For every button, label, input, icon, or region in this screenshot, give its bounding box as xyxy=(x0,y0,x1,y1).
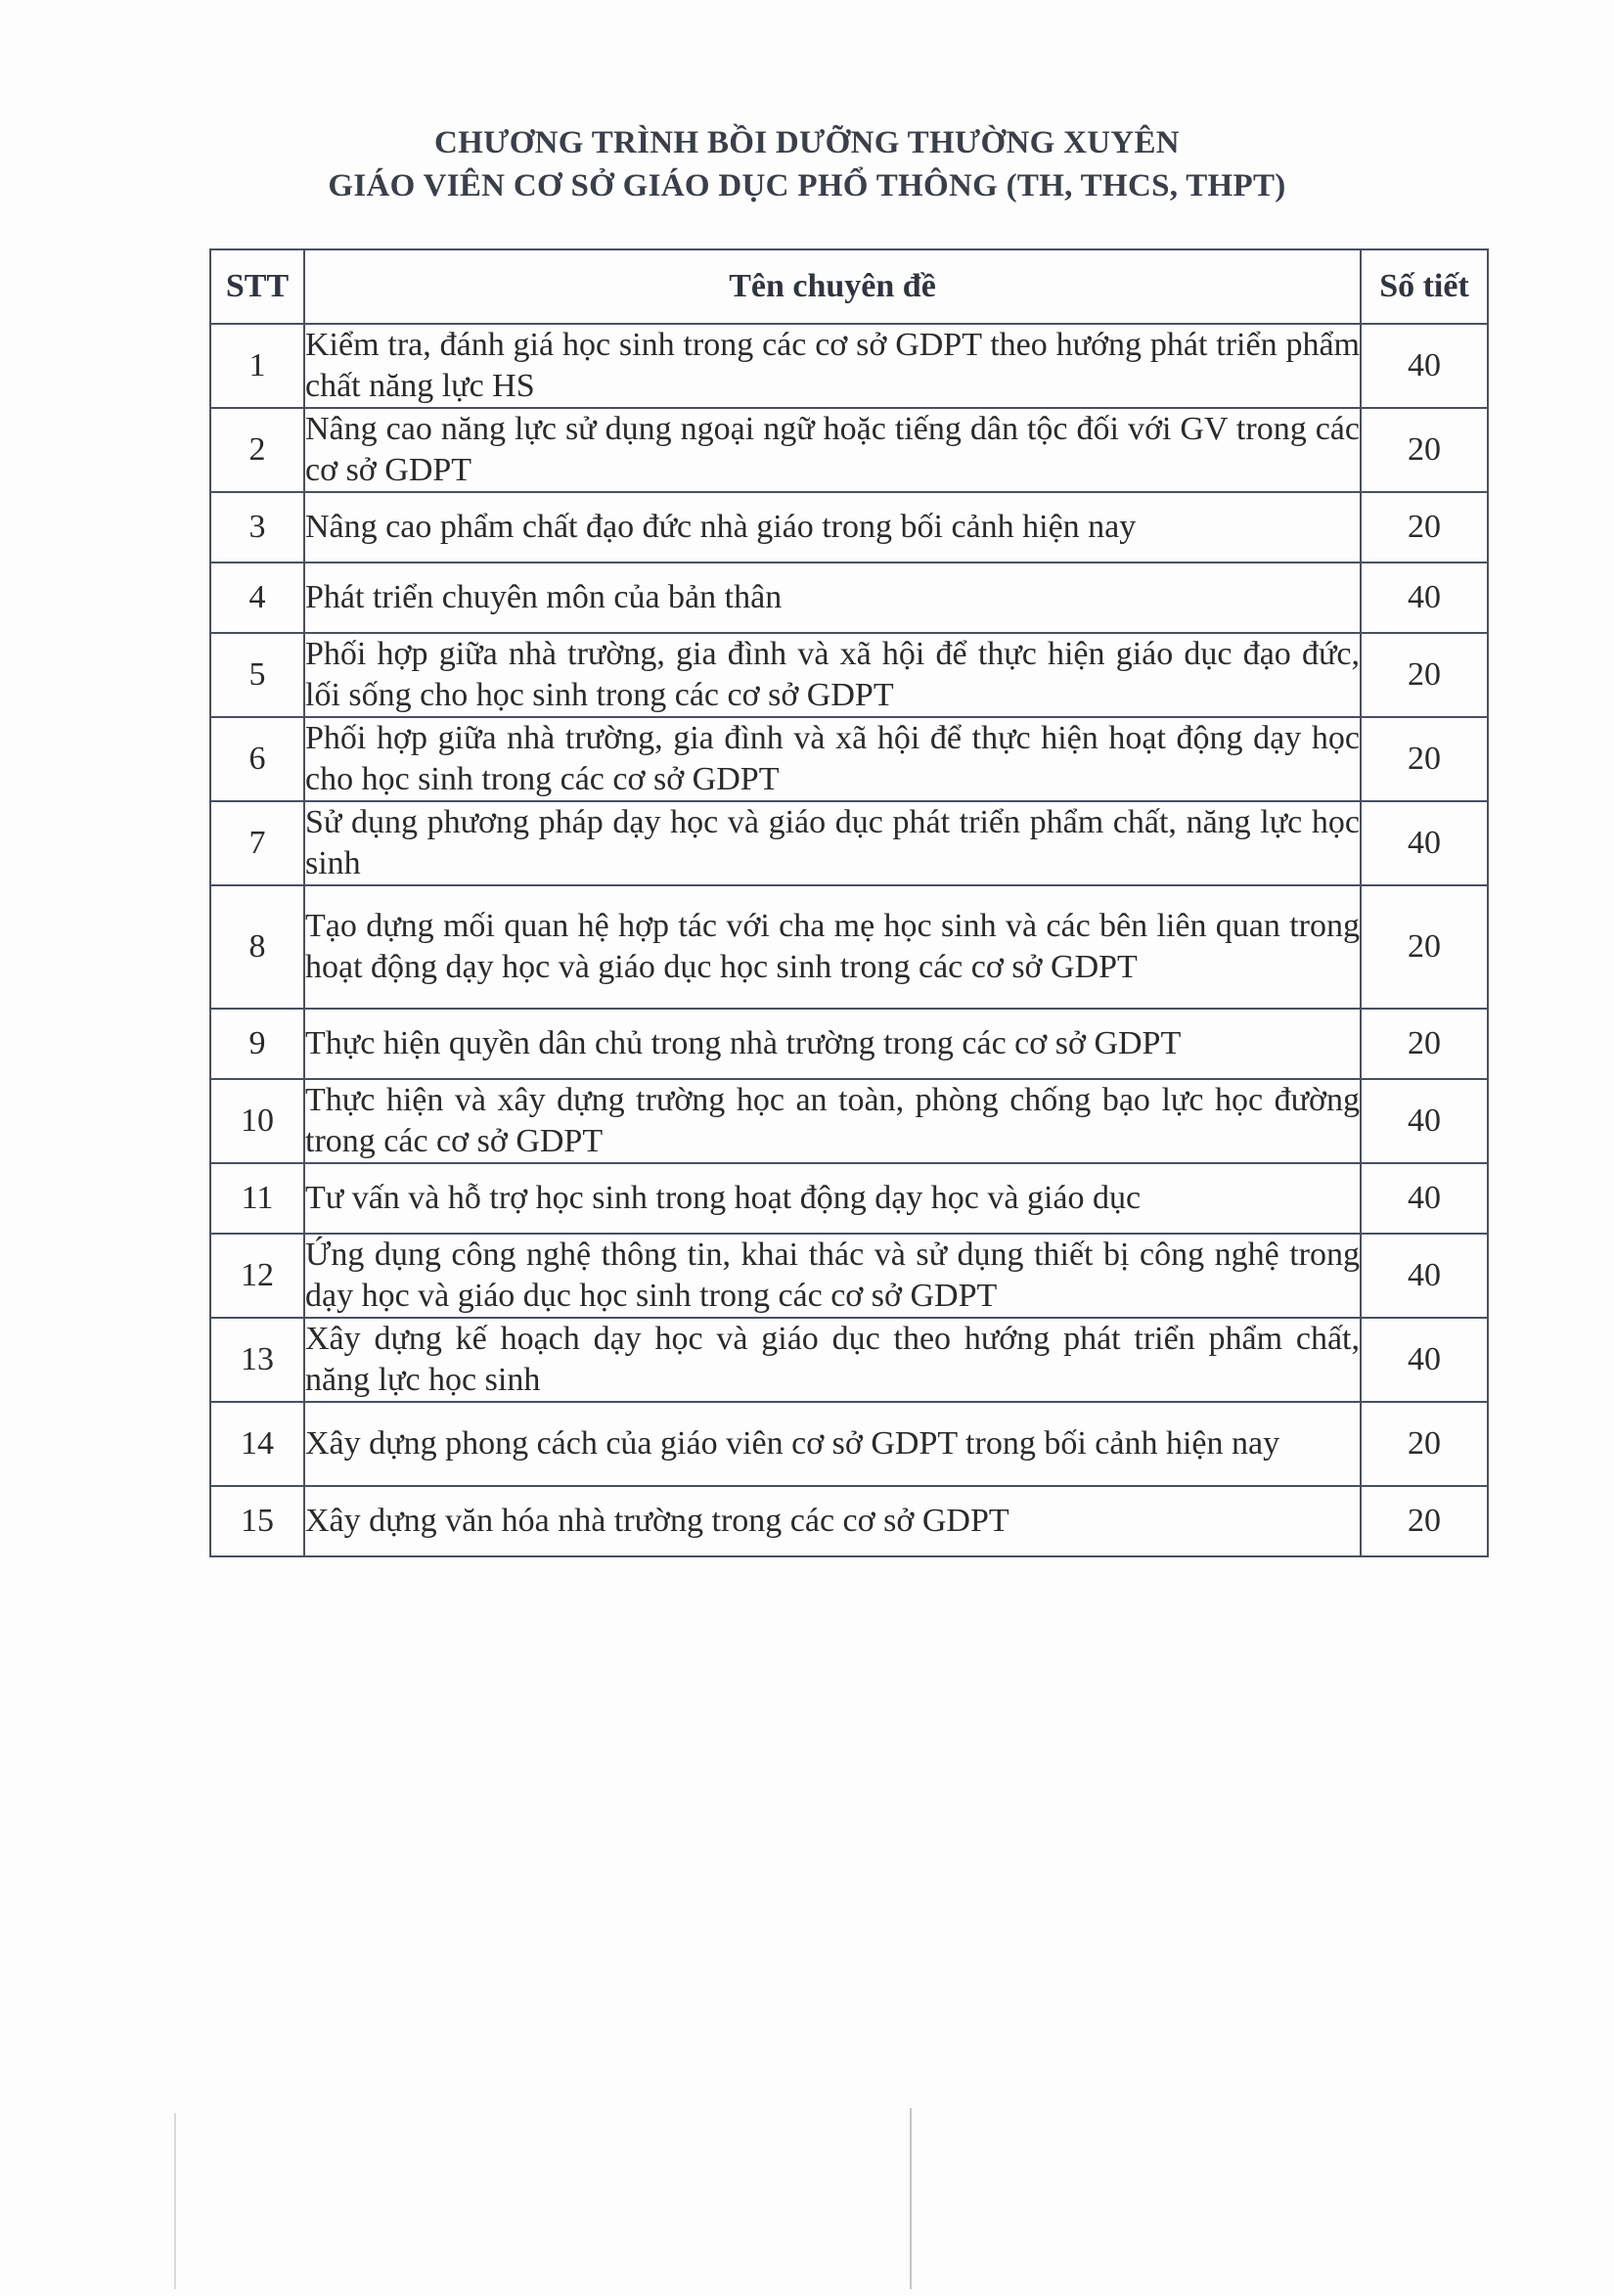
row-stt: 9 xyxy=(210,1009,304,1079)
table-header-row xyxy=(210,249,1488,324)
row-stt: 11 xyxy=(210,1163,304,1234)
table-row xyxy=(210,1402,1488,1486)
row-hours: 40 xyxy=(1361,801,1488,885)
row-hours: 40 xyxy=(1361,1318,1488,1402)
table-row xyxy=(210,633,1488,717)
row-stt: 2 xyxy=(210,408,304,492)
row-stt: 3 xyxy=(210,492,304,563)
row-topic-name: Phối hợp giữa nhà trường, gia đình và xã hội để thực hiện giáo dục đạo đức, lối sống cho học sinh trong các cơ sở GDPT xyxy=(304,633,1361,717)
row-topic-name: Tạo dựng mối quan hệ hợp tác với cha mẹ học sinh và các bên liên quan trong hoạt động dạy học và giáo dục học sinh trong các cơ sở GDPT xyxy=(304,885,1361,1009)
row-stt: 5 xyxy=(210,633,304,717)
row-topic-name: Tư vấn và hỗ trợ học sinh trong hoạt động dạy học và giáo dục xyxy=(304,1163,1361,1234)
row-hours: 40 xyxy=(1361,1079,1488,1163)
row-hours: 20 xyxy=(1361,885,1488,1009)
row-topic-name: Nâng cao năng lực sử dụng ngoại ngữ hoặc tiếng dân tộc đối với GV trong các cơ sở GDPT xyxy=(304,408,1361,492)
topics-table xyxy=(209,248,1489,1557)
row-hours: 20 xyxy=(1361,633,1488,717)
row-topic-name: Xây dựng phong cách của giáo viên cơ sở GDPT trong bối cảnh hiện nay xyxy=(304,1402,1361,1486)
row-stt: 8 xyxy=(210,885,304,1009)
table-row xyxy=(210,1486,1488,1556)
row-hours: 40 xyxy=(1361,1163,1488,1234)
row-stt: 10 xyxy=(210,1079,304,1163)
row-hours: 40 xyxy=(1361,563,1488,633)
table-row xyxy=(210,492,1488,563)
header-hours: Số tiết xyxy=(1361,249,1488,324)
row-stt: 13 xyxy=(210,1318,304,1402)
table-row xyxy=(210,408,1488,492)
table-row xyxy=(210,1079,1488,1163)
row-hours: 20 xyxy=(1361,492,1488,563)
row-topic-name: Xây dựng kế hoạch dạy học và giáo dục theo hướng phát triển phẩm chất, năng lực học sinh xyxy=(304,1318,1361,1402)
table-row xyxy=(210,801,1488,885)
table-row xyxy=(210,1234,1488,1318)
row-stt: 14 xyxy=(210,1402,304,1486)
row-hours: 20 xyxy=(1361,717,1488,801)
row-stt: 4 xyxy=(210,563,304,633)
row-stt: 12 xyxy=(210,1234,304,1318)
table-row xyxy=(210,885,1488,1009)
row-hours: 20 xyxy=(1361,408,1488,492)
table-row xyxy=(210,1009,1488,1079)
row-stt: 7 xyxy=(210,801,304,885)
row-stt: 15 xyxy=(210,1486,304,1556)
table-row xyxy=(210,1163,1488,1234)
table-row xyxy=(210,1318,1488,1402)
row-topic-name: Kiểm tra, đánh giá học sinh trong các cơ sở GDPT theo hướng phát triển phẩm chất năng lực HS xyxy=(304,324,1361,408)
row-topic-name: Thực hiện quyền dân chủ trong nhà trường trong các cơ sở GDPT xyxy=(304,1009,1361,1079)
row-hours: 20 xyxy=(1361,1402,1488,1486)
row-hours: 20 xyxy=(1361,1486,1488,1556)
row-topic-name: Thực hiện và xây dựng trường học an toàn, phòng chống bạo lực học đường trong các cơ sở GDPT xyxy=(304,1079,1361,1163)
row-hours: 40 xyxy=(1361,324,1488,408)
document-title-line1: CHƯƠNG TRÌNH BỒI DƯỠNG THƯỜNG XUYÊN xyxy=(434,125,1180,160)
row-topic-name: Nâng cao phẩm chất đạo đức nhà giáo trong bối cảnh hiện nay xyxy=(304,492,1361,563)
header-topic-name: Tên chuyên đề xyxy=(304,249,1361,324)
row-topic-name: Ứng dụng công nghệ thông tin, khai thác và sử dụng thiết bị công nghệ trong dạy học và giáo dục học sinh trong các cơ sở GDPT xyxy=(304,1234,1361,1318)
row-topic-name: Sử dụng phương pháp dạy học và giáo dục phát triển phẩm chất, năng lực học sinh xyxy=(304,801,1361,885)
table-row xyxy=(210,563,1488,633)
row-hours: 40 xyxy=(1361,1234,1488,1318)
row-stt: 1 xyxy=(210,324,304,408)
scan-artifact-line xyxy=(174,2113,176,2289)
scan-artifact-line xyxy=(910,2108,912,2289)
document-title-line2: GIÁO VIÊN CƠ SỞ GIÁO DỤC PHỔ THÔNG (TH, THCS, THPT) xyxy=(328,168,1286,203)
table-row xyxy=(210,324,1488,408)
row-topic-name: Xây dựng văn hóa nhà trường trong các cơ sở GDPT xyxy=(304,1486,1361,1556)
row-topic-name: Phối hợp giữa nhà trường, gia đình và xã hội để thực hiện hoạt động dạy học cho học sinh trong các cơ sở GDPT xyxy=(304,717,1361,801)
header-stt: STT xyxy=(210,249,304,324)
row-hours: 20 xyxy=(1361,1009,1488,1079)
row-topic-name: Phát triển chuyên môn của bản thân xyxy=(304,563,1361,633)
table-row xyxy=(210,717,1488,801)
row-stt: 6 xyxy=(210,717,304,801)
